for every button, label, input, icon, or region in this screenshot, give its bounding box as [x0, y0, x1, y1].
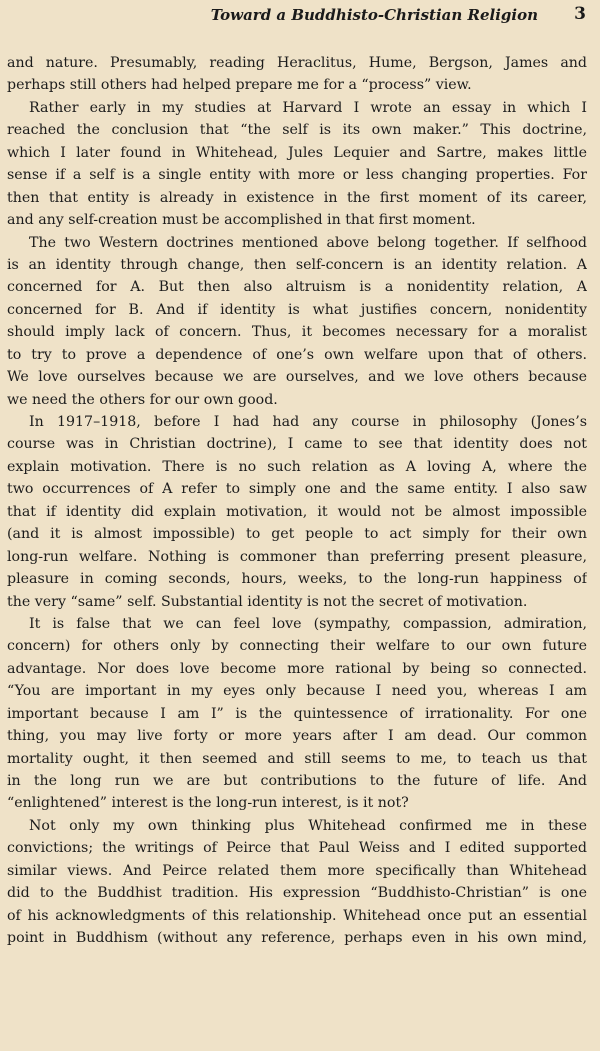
text-line: to try to prove a dependence of one’s own welfare upon that of others.: [7, 346, 587, 363]
text-line: that if identity did explain motivation, it would not be almost impossible: [7, 503, 587, 520]
text-line: explain motivation. There is no such relation as A loving A, where the: [7, 458, 587, 475]
text-line: of his acknowledgments of this relationship. Whitehead once put an essential: [7, 907, 587, 924]
text-line: Rather early in my studies at Harvard I wrote an essay in which I: [29, 99, 587, 116]
text-line: is an identity through change, then self-concern is an identity relation. A: [7, 256, 587, 273]
text-line: In 1917–1918, before I had had any course in philosophy (Jones’s: [29, 414, 587, 430]
body-text: [7, 52, 587, 950]
text-line: mortality ought, it then seemed and still seems to me, to teach us that: [7, 750, 587, 767]
text-line: perhaps still others had helped prepare me for a “process” view.: [7, 77, 472, 94]
text-line: “enlightened” interest is the long-run interest, is it not?: [7, 795, 409, 812]
text-line: reached the conclusion that “the self is its own maker.” This doctrine,: [7, 122, 587, 139]
text-line: and any self-creation must be accomplished in that first moment.: [7, 212, 476, 229]
text-line: pleasure in coming seconds, hours, weeks, to the long-run happiness of: [7, 571, 587, 588]
text-line: “You are important in my eyes only because I need you, whereas I am: [7, 683, 587, 700]
text-line: in the long run we are but contributions to the future of life. And: [7, 773, 587, 789]
text-line: Not only my own thinking plus Whitehead confirmed me in these: [29, 817, 587, 834]
text-line: concerned for B. And if identity is what justifies concern, nonidentity: [7, 301, 587, 318]
text-line: It is false that we can feel love (sympathy, compassion, admiration,: [29, 615, 587, 632]
text-line: similar views. And Peirce related them more specifically than Whitehead: [7, 862, 587, 879]
text-line: the very “same” self. Substantial identity is not the secret of motivation.: [7, 593, 528, 610]
text-line: then that entity is already in existence in the first moment of its career,: [7, 189, 587, 206]
running-title: Toward a Buddhisto-Christian Religion: [210, 6, 538, 24]
text-line: concerned for A. But then also altruism is a nonidentity relation, A: [7, 279, 587, 296]
text-line: convictions; the writings of Peirce that Paul Weiss and I edited supported: [7, 840, 587, 857]
text-line: advantage. Nor does love become more rational by being so connected.: [7, 660, 587, 677]
text-line: should imply lack of concern. Thus, it becomes necessary for a moralist: [7, 324, 587, 341]
text-line: concern) for others only by connecting their welfare to our own future: [7, 638, 587, 655]
page-number: 3: [574, 4, 586, 24]
text-line: thing, you may live forty or more years after I am dead. Our common: [7, 728, 587, 745]
text-line: course was in Christian doctrine), I came to see that identity does not: [7, 436, 587, 453]
text-line: (and it is almost impossible) to get people to act simply for their own: [7, 526, 587, 543]
text-line: we need the others for our own good.: [7, 391, 278, 408]
text-line: long-run welfare. Nothing is commoner than preferring present pleasure,: [7, 548, 587, 565]
text-line: sense if a self is a single entity with more or less changing properties. For: [7, 167, 587, 184]
text-line: did to the Buddhist tradition. His expression “Buddhisto-Christian” is one: [7, 885, 587, 902]
text-line: two occurrences of A refer to simply one and the same entity. I also saw: [7, 481, 587, 498]
text-line: point in Buddhism (without any reference, perhaps even in his own mind,: [7, 930, 587, 947]
text-line: We love ourselves because we are ourselves, and we love others because: [7, 369, 587, 386]
running-head: [0, 4, 600, 30]
text-line: which I later found in Whitehead, Jules Lequier and Sartre, makes little: [7, 144, 587, 161]
text-line: and nature. Presumably, reading Heraclitus, Hume, Bergson, James and: [7, 55, 587, 71]
text-line: important because I am I” is the quintessence of irrationality. For one: [7, 705, 587, 722]
text-line: The two Western doctrines mentioned above belong together. If selfhood: [29, 234, 587, 251]
